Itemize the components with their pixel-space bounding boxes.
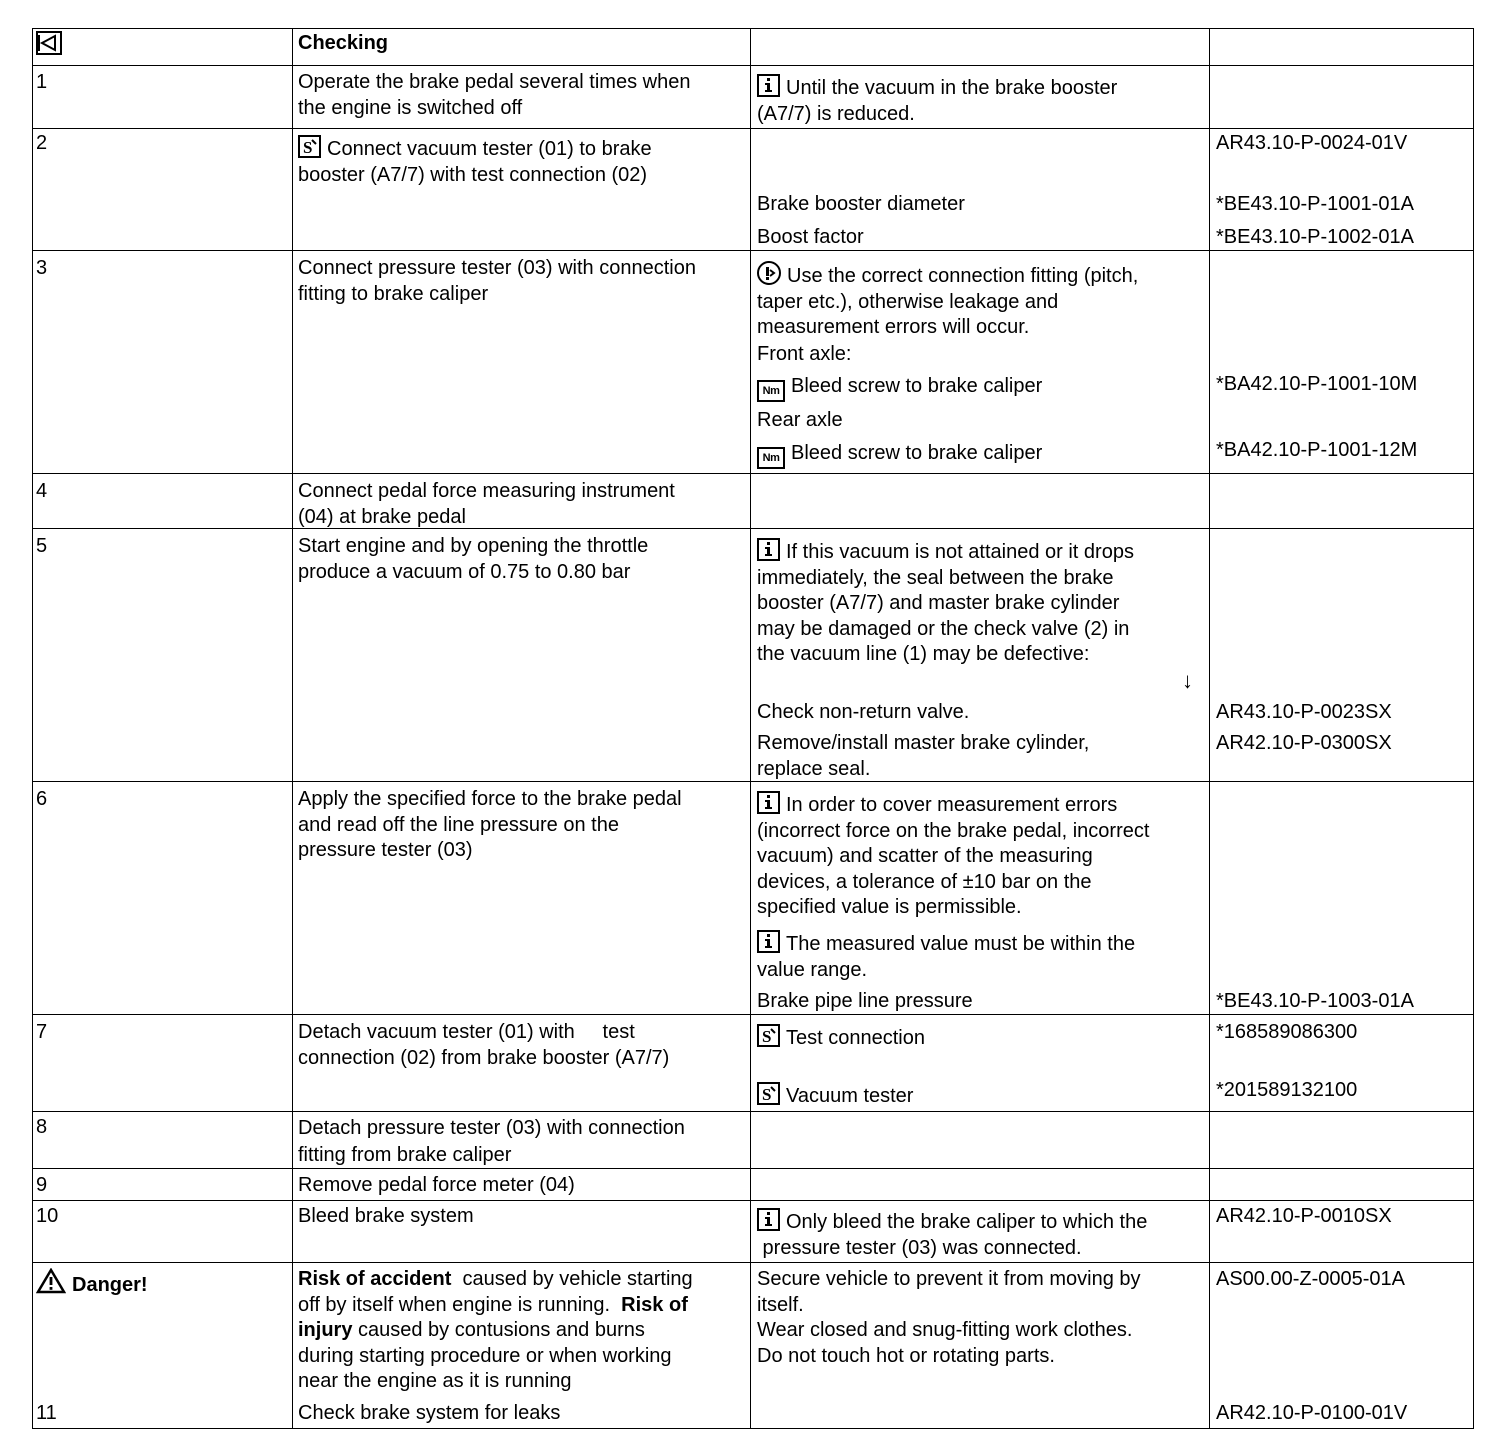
torque-spec: Nm Bleed screw to brake caliper [757, 441, 1042, 469]
svg-text:S: S [303, 138, 313, 156]
arrow-down-icon: ↓ [1182, 668, 1193, 693]
row-divider [32, 65, 1474, 66]
step-number: 6 [36, 788, 48, 810]
info-note: In order to cover measurement errors (incorrect force on the brake pedal, incorrect vacuum) and scatter of the measuring devices, a tolerance of ±10 bar on the specified value is permissible. [757, 791, 1149, 921]
step-action: Connect pedal force measuring instrument (04) at brake pedal [298, 480, 675, 528]
special-tool-icon [757, 1082, 780, 1105]
step-action: S Connect vacuum tester (01) to brake booster (A7/7) with test connection (02) [298, 135, 652, 188]
tool-item: S Vacuum tester [757, 1082, 913, 1110]
document-reference[interactable]: *BE43.10-P-1003-01A [1216, 990, 1414, 1012]
step-number: 1 [36, 71, 48, 93]
step-action: Start engine and by opening the throttle produce a vacuum of 0.75 to 0.80 bar [298, 535, 649, 583]
axle-label: Front axle: [757, 343, 852, 365]
table-border-bottom [32, 1428, 1474, 1429]
repair-instruction: Remove/install master brake cylinder, replace seal. [757, 732, 1090, 780]
step-number: 5 [36, 535, 48, 557]
table-border-top [32, 28, 1474, 29]
spec-label: Brake booster diameter [757, 193, 965, 215]
table-border-right [1473, 28, 1474, 1429]
back-icon[interactable] [36, 31, 62, 63]
step-number: 3 [36, 257, 48, 279]
step-number: 11 [36, 1402, 57, 1424]
column-divider [750, 28, 751, 1429]
row-divider [32, 128, 1474, 129]
tool-part-number[interactable]: *168589086300 [1216, 1021, 1358, 1043]
document-reference[interactable]: AR42.10-P-0100-01V [1216, 1402, 1408, 1424]
step-action: Connect pressure tester (03) with connection fitting to brake caliper [298, 257, 696, 305]
step-number: 4 [36, 480, 48, 502]
tool-part-number[interactable]: *201589132100 [1216, 1079, 1358, 1101]
step-number: 9 [36, 1174, 48, 1196]
info-icon [757, 538, 780, 561]
row-divider [32, 1168, 1474, 1169]
info-note: The measured value must be within the value range. [757, 930, 1135, 983]
section-title: Checking [298, 32, 389, 54]
caution-note: Use the correct connection fitting (pitch, taper etc.), otherwise leakage and measurement errors will occur. [757, 261, 1138, 341]
step-action: Detach vacuum tester (01) with test connection (02) from brake booster (A7/7) [298, 1021, 670, 1069]
document-reference[interactable]: AS00.00-Z-0005-01A [1216, 1268, 1406, 1290]
step-action: Apply the specified force to the brake pedal and read off the line pressure on the pressure tester (03) [298, 788, 682, 861]
step-action: Detach pressure tester (03) with connection fitting from brake caliper [298, 1117, 685, 1166]
axle-label: Rear axle [757, 409, 843, 431]
svg-text:S: S [762, 1085, 772, 1103]
spec-label: Brake pipe line pressure [757, 990, 973, 1012]
torque-icon: Nm [757, 447, 785, 469]
torque-spec: Nm Bleed screw to brake caliper [757, 374, 1042, 402]
svg-text:S: S [762, 1027, 772, 1045]
safety-measures: Secure vehicle to prevent it from moving by itself. Wear closed and snug-fitting work clothes. Do not touch hot or rotating parts. [757, 1268, 1141, 1367]
step-action: Remove pedal force meter (04) [298, 1174, 575, 1196]
document-reference[interactable]: AR43.10-P-0024-01V [1216, 132, 1408, 154]
special-tool-icon [298, 135, 321, 158]
step-action: Operate the brake pedal several times when the engine is switched off [298, 71, 691, 119]
info-icon [757, 791, 780, 814]
step-number: 8 [36, 1116, 48, 1138]
step-number: 7 [36, 1021, 48, 1043]
info-note: Until the vacuum in the brake booster (A7/7) is reduced. [757, 74, 1117, 127]
check-instruction: Check non-return valve. [757, 701, 970, 723]
info-icon [757, 930, 780, 953]
info-note: If this vacuum is not attained or it drops immediately, the seal between the brake booster (A7/7) and master brake cylinder may be damaged or the check valve (2) in the vacuum line (1) may be defective: [757, 538, 1134, 668]
caution-icon [757, 261, 781, 285]
info-icon [757, 1208, 780, 1231]
step-action: Check brake system for leaks [298, 1402, 561, 1424]
document-reference[interactable]: AR43.10-P-0023SX [1216, 701, 1392, 723]
document-reference[interactable]: AR42.10-P-0300SX [1216, 732, 1392, 754]
info-note: Only bleed the brake caliper to which the pressure tester (03) was connected. [757, 1208, 1147, 1261]
document-reference[interactable]: *BE43.10-P-1002-01A [1216, 226, 1414, 248]
step-number: 2 [36, 132, 48, 154]
special-tool-icon [757, 1024, 780, 1047]
row-divider [32, 781, 1474, 782]
row-divider [32, 473, 1474, 474]
danger-description: Risk of accident caused by vehicle starting off by itself when engine is running. Risk of injury caused by contusions and burns during starting procedure or when working near the engine as it is running [298, 1268, 693, 1392]
torque-icon: Nm [757, 380, 785, 402]
step-number: 10 [36, 1205, 59, 1227]
document-reference[interactable]: *BE43.10-P-1001-01A [1216, 193, 1414, 215]
warning-triangle-icon [36, 1268, 66, 1294]
spec-label: Boost factor [757, 226, 864, 248]
document-reference[interactable]: AR42.10-P-0010SX [1216, 1205, 1392, 1227]
danger-label: Danger! [36, 1268, 148, 1299]
document-reference[interactable]: *BA42.10-P-1001-12M [1216, 439, 1418, 461]
column-divider [1209, 28, 1210, 1429]
step-action: Bleed brake system [298, 1205, 474, 1227]
procedure-table [32, 28, 1474, 1429]
row-divider [32, 1262, 1474, 1263]
table-border-left [32, 28, 33, 1429]
column-divider [292, 28, 293, 1429]
document-reference[interactable]: *BA42.10-P-1001-10M [1216, 373, 1418, 395]
tool-item: S Test connection [757, 1024, 925, 1052]
row-divider [32, 528, 1474, 529]
row-divider [32, 1200, 1474, 1201]
row-divider [32, 1111, 1474, 1112]
info-icon [757, 74, 780, 97]
